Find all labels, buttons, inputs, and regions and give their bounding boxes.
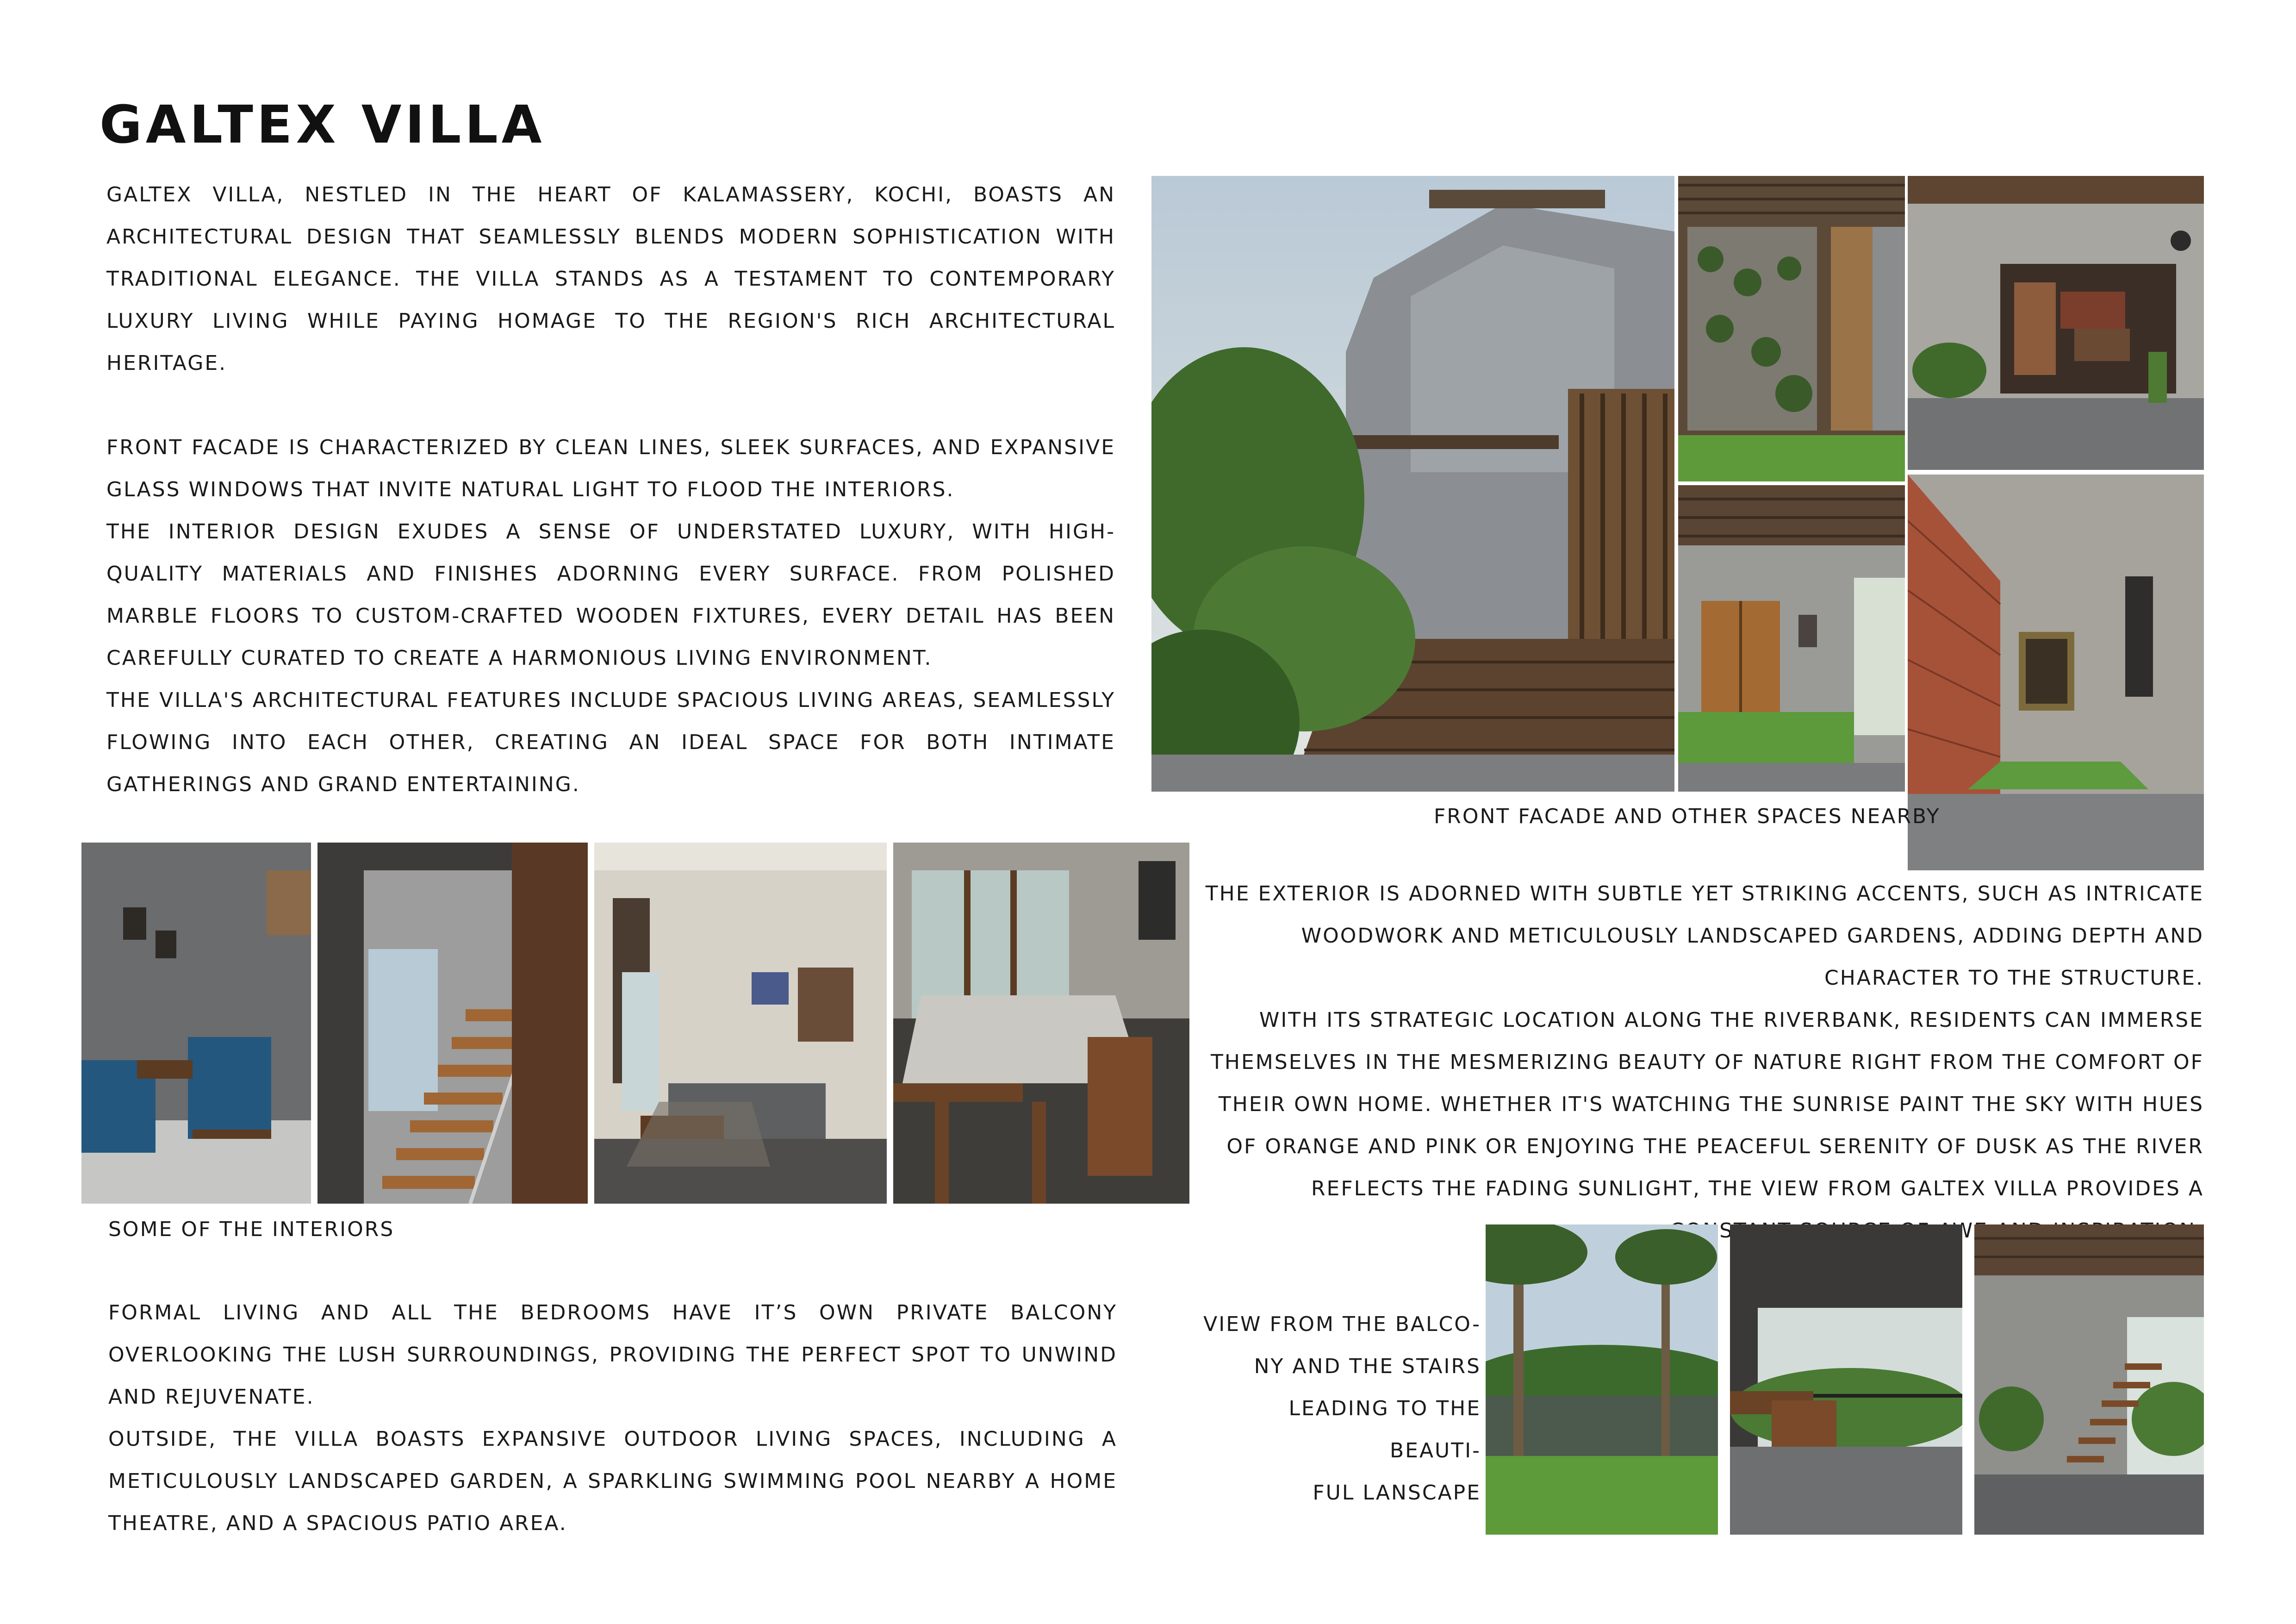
brick-corridor-photo (1908, 475, 2204, 870)
river-view-photo (1486, 1224, 1718, 1535)
interior-dining-photo (893, 843, 1189, 1204)
stairs-landscape-photo (1974, 1224, 2204, 1535)
balcony-paragraph: FORMAL LIVING AND ALL THE BEDROOMS HAVE IT’S OWN PRIVATE BALCONY OVERLOOKING THE LUSH SURROUNDINGS, PROVIDING THE PERFECT SPOT TO UNWIND AND REJUVENATE. (108, 1301, 1117, 1409)
features-paragraph: THE VILLA'S ARCHITECTURAL FEATURES INCLUDE SPACIOUS LIVING AREAS, SEAMLESSLY FLOWING INTO EACH OTHER, CREATING AN IDEAL SPACE FOR BOTH INTIMATE GATHERINGS AND GRAND ENTERTAINING. (106, 688, 1115, 796)
facade-paragraph: FRONT FACADE IS CHARACTERIZED BY CLEAN LINES, SLEEK SURFACES, AND EXPANSIVE GLASS WINDOWS THAT INVITE NATURAL LIGHT TO FLOOD THE INTERIORS. (106, 436, 1115, 501)
balcony-caption-line: FUL LANSCAPE (1313, 1481, 1481, 1505)
intro-paragraph: GALTEX VILLA, NESTLED IN THE HEART OF KALAMASSERY, KOCHI, BOASTS AN ARCHITECTURAL DESIGN THAT SEAMLESSLY BLENDS MODERN SOPHISTICATION WITH TRADITIONAL ELEGANCE. THE VILLA STANDS AS A TESTAMENT TO CONTEMPORARY LUXURY LIVING WHILE PAYING HOMAGE TO THE REGION'S RICH ARCHITECTURAL HERITAGE. (106, 183, 1115, 375)
river-paragraph: WITH ITS STRATEGIC LOCATION ALONG THE RIVERBANK, RESIDENTS CAN IMMERSE THEMSELVES IN THE MESMERIZING BEAUTY OF NATURE RIGHT FROM THE COMFORT OF THEIR OWN HOME. WHETHER IT'S WATCHING THE SUNRISE PAINT THE SKY WITH HUES OF ORANGE AND PINK OR ENJOYING THE PEACEFUL SERENITY OF DUSK AS THE RIVER REFLECTS THE FADING SUNLIGHT, THE VIEW FROM GALTEX VILLA PROVIDES A AWE (1211, 1008, 2204, 1243)
interior-lounge-chairs-photo (81, 843, 311, 1204)
balcony-caption (1194, 1303, 1481, 1514)
garden-screen-photo (1678, 176, 1905, 481)
outdoor-paragraph: OUTSIDE, THE VILLA BOASTS EXPANSIVE OUTDOOR LIVING SPACES, INCLUDING A METICULOUSLY LANDSCAPED GARDEN, A SPARKLING SWIMMING POOL NEARBY A HOME THEATRE, AND A SPACIOUS PATIO AREA. (108, 1427, 1117, 1535)
interior-staircase-photo (317, 843, 588, 1204)
facade-caption: FRONT FACADE AND OTHER SPACES NEARBY (1434, 805, 1941, 828)
interior-paragraph: THE INTERIOR DESIGN EXUDES A SENSE OF UNDERSTATED LUXURY, WITH HIGH-QUALITY MATERIALS AND FINISHES ADORNING EVERY SURFACE. FROM POLISHED MARBLE FLOORS TO CUSTOM-CRAFTED WOODEN FIXTURES, EVERY DETAIL HAS BEEN CAREFULLY CURATED TO CREATE A HARMONIOUS LIVING ENVIRONMENT. (106, 520, 1115, 670)
entry-door-photo (1678, 485, 1905, 792)
intro-text-block (106, 174, 1115, 806)
balcony-view-photo (1730, 1224, 1962, 1535)
living-room-photo (1908, 176, 2204, 470)
balcony-caption-line: NY AND THE STAIRS (1254, 1355, 1481, 1378)
front-facade-photo (1151, 176, 1674, 792)
balcony-text-block (108, 1292, 1117, 1544)
page-title: GALTEX VILLA (100, 95, 546, 155)
balcony-caption-line: VIEW FROM THE BALCO- (1203, 1312, 1481, 1336)
interior-living-sofa-photo (594, 843, 887, 1204)
exterior-paragraph: THE EXTERIOR IS ADORNED WITH SUBTLE YET STRIKING ACCENTS, SUCH AS INTRICATE WOODWORK AND METICULOUSLY LANDSCAPED GARDENS, ADDING DEPTH AND CHARACTER TO THE STRUCTURE. (1205, 882, 2204, 990)
exterior-text-block (1199, 873, 2204, 1252)
interiors-caption: SOME OF THE INTERIORS (108, 1218, 395, 1241)
balcony-caption-line: LEADING TO THE BEAUTI- (1288, 1397, 1481, 1462)
